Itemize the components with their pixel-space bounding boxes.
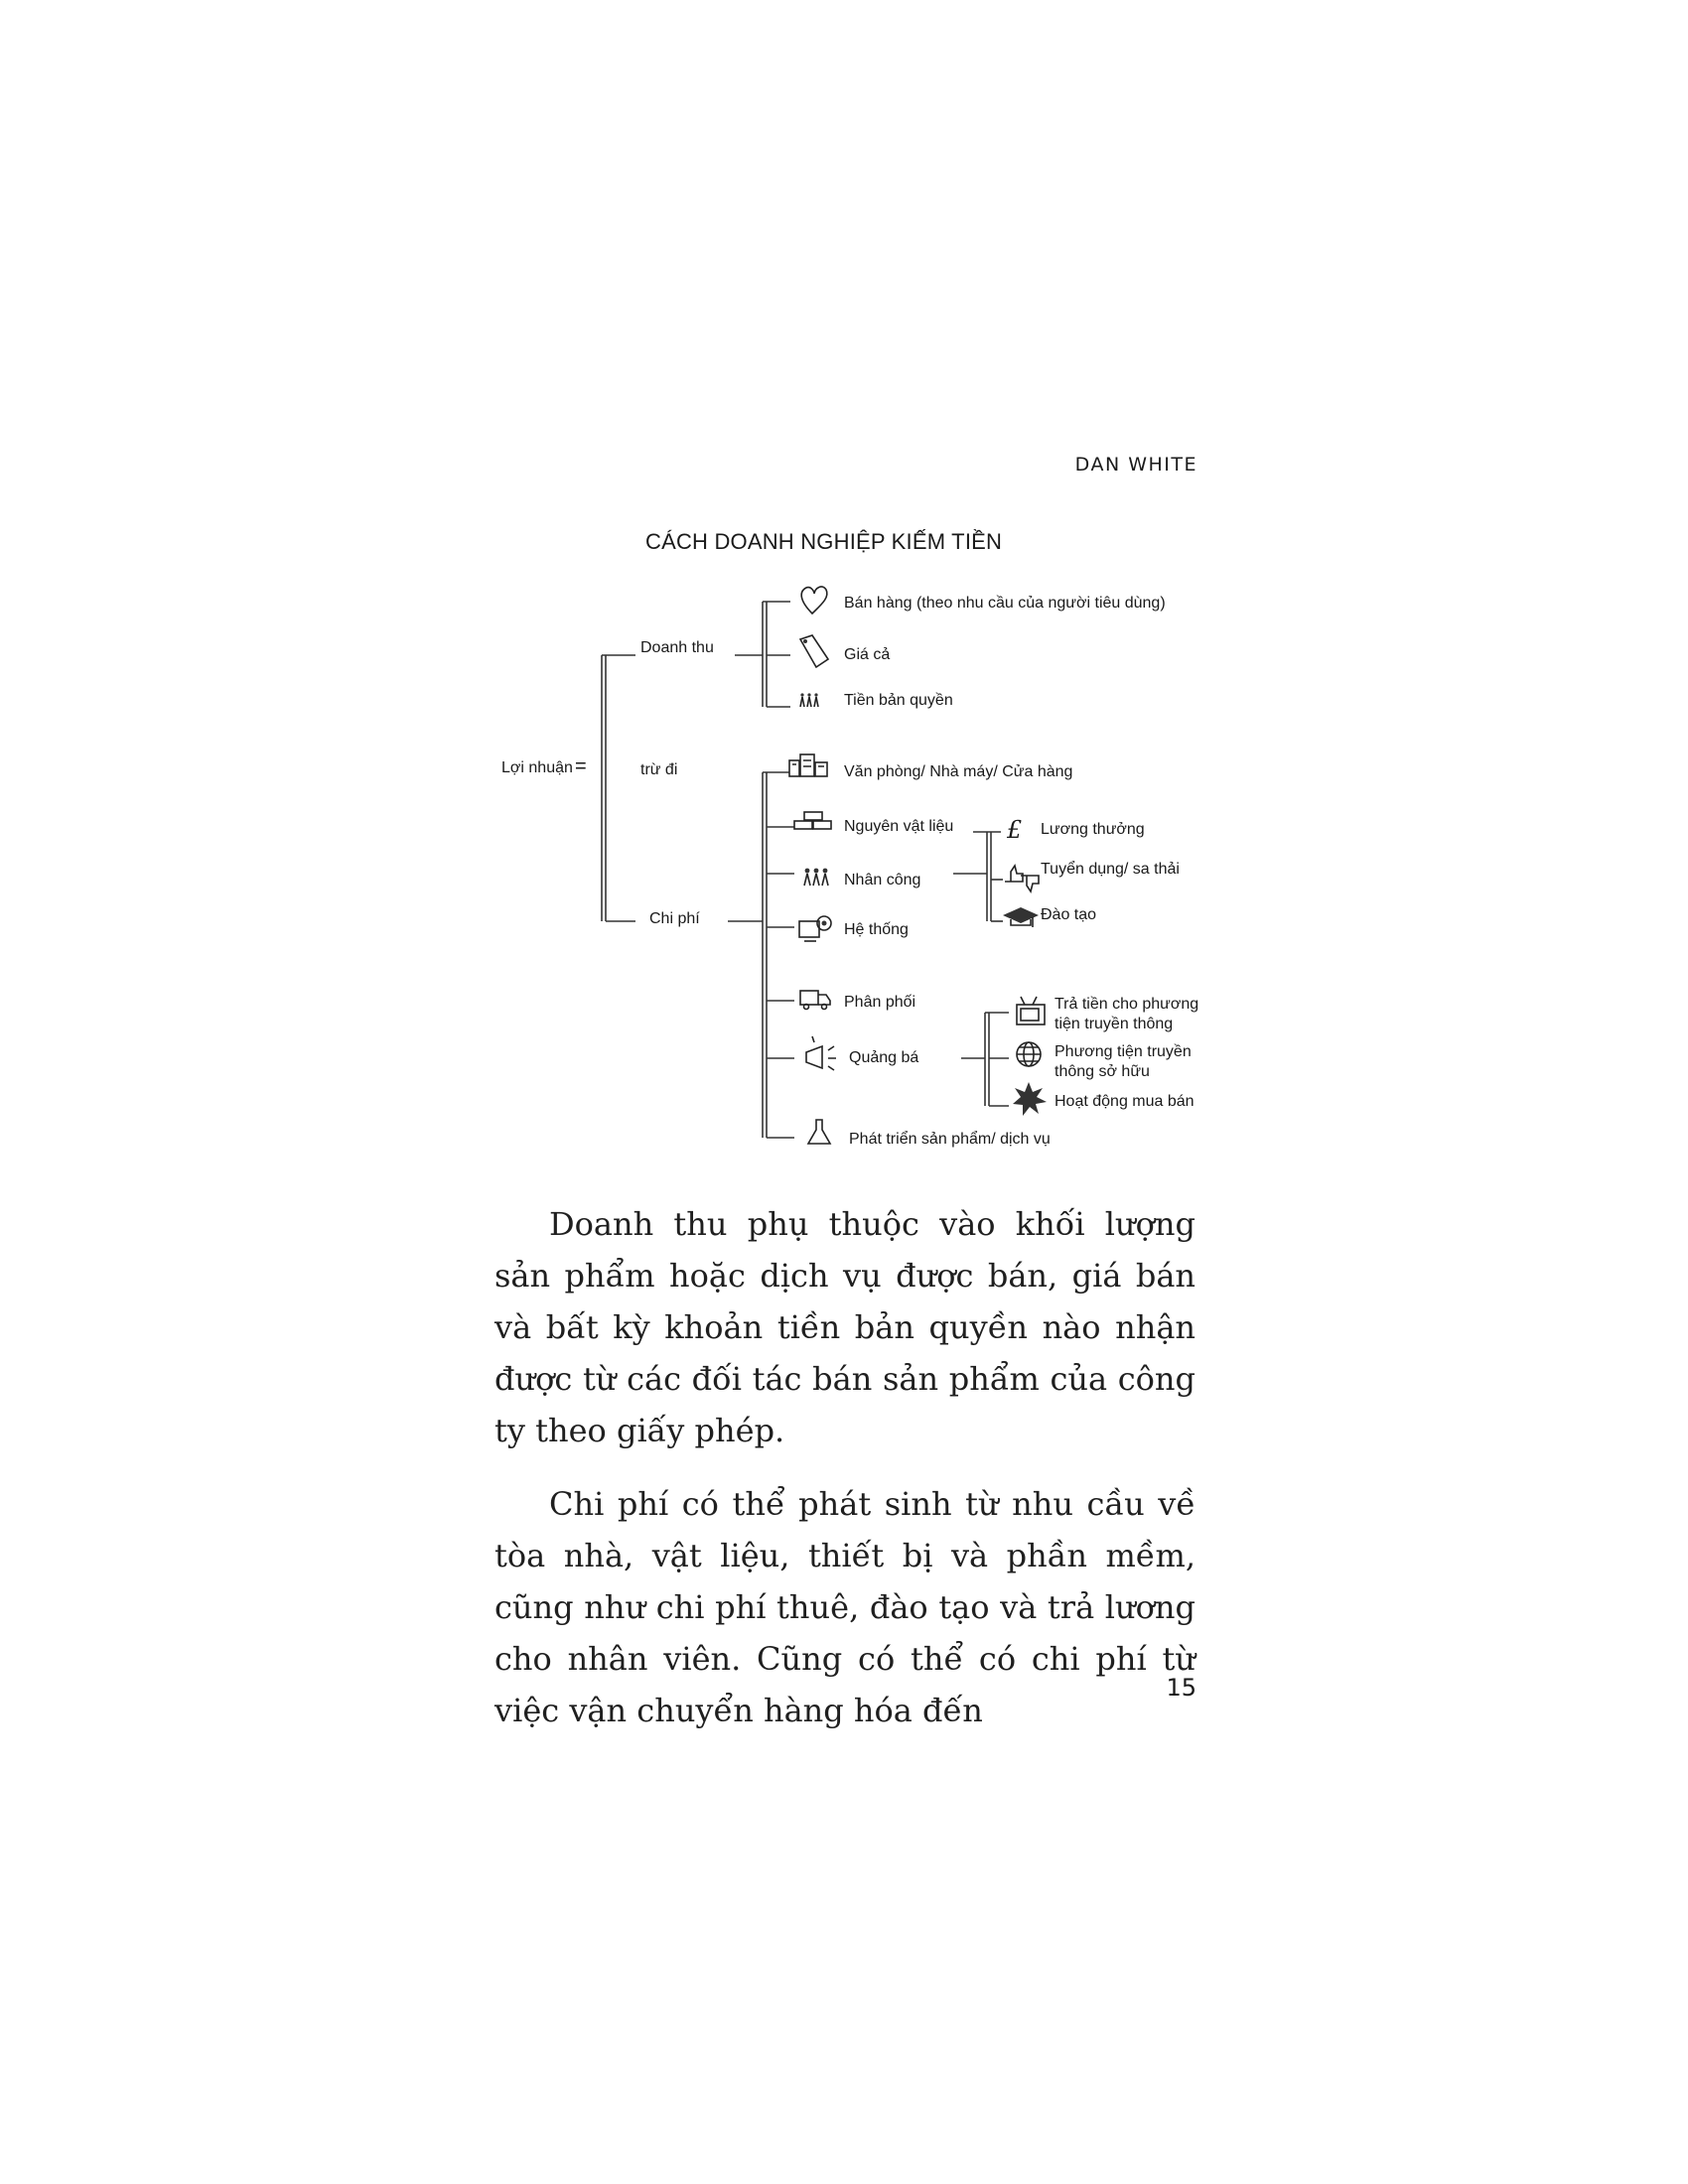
cost-item-distribution: Phân phối <box>844 994 916 1011</box>
svg-text:£: £ <box>1007 816 1023 844</box>
promo-item-owned-media-line1: Phương tiện truyền <box>1055 1043 1192 1060</box>
revenue-item-sales: Bán hàng (theo nhu cầu của người tiêu dùng) <box>844 595 1166 612</box>
cost-item-promotion: Quảng bá <box>849 1049 919 1066</box>
costs-bracket <box>728 772 794 1138</box>
revenue-item-royalties: Tiền bản quyền <box>844 692 953 709</box>
cost-item-premises: Văn phòng/ Nhà máy/ Cửa hàng <box>844 763 1073 780</box>
thumbs-icon <box>1005 866 1039 891</box>
cost-item-development: Phát triển sản phẩm/ dịch vụ <box>849 1131 1051 1148</box>
page-number: 15 <box>1166 1674 1196 1702</box>
burst-icon <box>1013 1082 1047 1116</box>
bricks-icon <box>794 812 831 829</box>
labor-item-training: Đào tạo <box>1041 906 1097 923</box>
revenue-label: Doanh thu <box>640 639 714 656</box>
pound-icon <box>1006 816 1022 844</box>
cost-item-systems: Hệ thống <box>844 921 909 938</box>
promo-item-paid-media-line1: Trả tiền cho phương <box>1055 996 1199 1013</box>
paragraph: Chi phí có thể phát sinh từ nhu cầu về tòa nhà, vật liệu, thiết bị và phần mềm, cũng như chi phí thuê, đào tạo và trả lương cho nhân viên. Cũng có thể có chi phí từ việc vận chuyển hàng hóa đến <box>494 1485 1196 1729</box>
flask-icon <box>808 1120 830 1144</box>
graduation-cap-icon <box>1003 907 1039 927</box>
computer-gear-icon <box>799 916 831 941</box>
cost-item-materials: Nguyên vật liệu <box>844 818 954 835</box>
root-label: Lợi nhuận <box>501 759 573 776</box>
root-bracket <box>602 655 635 921</box>
buildings-icon <box>789 754 827 776</box>
labor-item-hiring: Tuyển dụng/ sa thải <box>1041 861 1180 878</box>
revenue-bracket <box>735 602 790 707</box>
promo-item-trade-activity: Hoạt động mua bán <box>1055 1093 1195 1110</box>
diagram-title: CÁCH DOANH NGHIỆP KIẾM TIỀN <box>645 529 1003 554</box>
promotion-bracket <box>961 1013 1009 1106</box>
labor-bracket <box>953 832 1003 921</box>
people-icon <box>800 693 818 707</box>
price-tag-icon <box>800 635 828 667</box>
revenue-item-price: Giá cả <box>844 646 891 663</box>
paragraph: Doanh thu phụ thuộc vào khối lượng sản phẩm hoặc dịch vụ được bán, giá bán và bất kỳ khoản tiền bản quyền nào nhận được từ các đối tác bán sản phẩm của công ty theo giấy phép. <box>494 1205 1196 1449</box>
equals-sign: = <box>575 755 587 777</box>
heart-icon <box>801 587 827 614</box>
truck-icon <box>800 991 830 1010</box>
costs-label: Chi phí <box>649 910 700 927</box>
megaphone-icon <box>806 1036 836 1070</box>
labor-item-wages: Lương thưởng <box>1041 821 1145 838</box>
promo-item-owned-media-line2: thông sở hữu <box>1055 1063 1150 1080</box>
globe-icon <box>1017 1042 1041 1066</box>
running-head-author: DAN WHITE <box>1074 454 1197 476</box>
workers-icon <box>804 869 828 886</box>
minus-label: trừ đi <box>640 761 678 778</box>
cost-item-labor: Nhân công <box>844 872 921 888</box>
body-text <box>494 1198 1196 1758</box>
tv-icon <box>1017 997 1045 1024</box>
promo-item-paid-media-line2: tiện truyền thông <box>1055 1016 1174 1032</box>
